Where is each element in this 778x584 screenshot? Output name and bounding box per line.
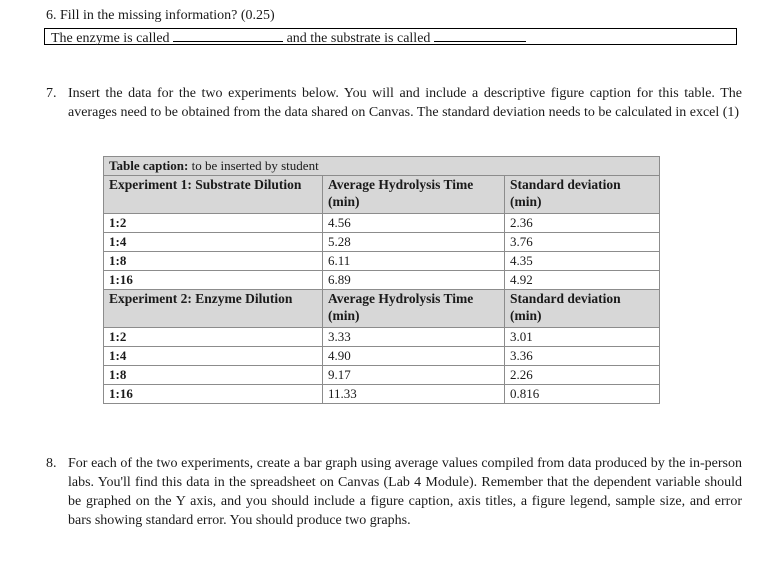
exp2-sd-cell[interactable]: 3.36 <box>505 347 660 366</box>
exp1-header-average: Average Hydrolysis Time (min) <box>323 176 505 214</box>
question-6-title: 6. Fill in the missing information? (0.25) <box>46 8 275 23</box>
exp2-sd-cell[interactable]: 2.26 <box>505 366 660 385</box>
question-6-answer-box <box>44 28 737 45</box>
exp1-sd-cell[interactable]: 4.35 <box>505 252 660 271</box>
caption-label: Table caption: <box>109 158 189 173</box>
exp2-average-cell[interactable]: 4.90 <box>323 347 505 366</box>
exp1-dilution-cell: 1:8 <box>104 252 323 271</box>
exp1-sd-cell[interactable]: 2.36 <box>505 214 660 233</box>
table-row <box>104 252 660 271</box>
table-row <box>104 347 660 366</box>
table-row <box>104 366 660 385</box>
table-caption[interactable] <box>104 157 660 176</box>
enzyme-prompt: The enzyme is called <box>51 31 170 46</box>
exp1-average-cell[interactable]: 6.89 <box>323 271 505 290</box>
substrate-prompt: and the substrate is called <box>286 31 431 46</box>
question-7 <box>46 84 742 122</box>
exp2-header-row <box>104 290 660 328</box>
exp2-header-average: Average Hydrolysis Time (min) <box>323 290 505 328</box>
exp1-average-cell[interactable]: 6.11 <box>323 252 505 271</box>
substrate-blank[interactable] <box>434 29 526 42</box>
table-row <box>104 271 660 290</box>
exp1-average-cell[interactable]: 5.28 <box>323 233 505 252</box>
exp1-header-sd: Standard deviation (min) <box>505 176 660 214</box>
exp1-header-row <box>104 176 660 214</box>
exp1-sd-cell[interactable]: 4.92 <box>505 271 660 290</box>
table-caption-row <box>104 157 660 176</box>
caption-text: to be inserted by student <box>191 158 319 173</box>
table-row <box>104 233 660 252</box>
table-row <box>104 385 660 404</box>
exp1-dilution-cell: 1:2 <box>104 214 323 233</box>
exp2-dilution-cell: 1:8 <box>104 366 323 385</box>
question-8-text: For each of the two experiments, create a bar graph using average values compiled from data produced by the in-person labs. You'll find this data in the spreadsheet on Canvas (Lab 4 Module). Remember that the dependent variable should be graphed on the Y axis, and you should include a figure caption, axis titles, a figure legend, sample size, and error bars showing standard error. You should produce two graphs. <box>68 456 742 528</box>
question-8 <box>46 454 742 530</box>
question-7-text: Insert the data for the two experiments below. You will and include a descriptive figure caption for this table. The averages need to be obtained from the data shared on Canvas. The standard deviation needs to be calculated in excel (1) <box>68 86 742 120</box>
exp2-header-dilution: Experiment 2: Enzyme Dilution <box>104 290 323 328</box>
exp1-average-cell[interactable]: 4.56 <box>323 214 505 233</box>
question-8-number: 8. <box>46 456 57 471</box>
exp1-sd-cell[interactable]: 3.76 <box>505 233 660 252</box>
data-table <box>103 156 660 404</box>
exp2-average-cell[interactable]: 9.17 <box>323 366 505 385</box>
exp2-dilution-cell: 1:16 <box>104 385 323 404</box>
exp2-sd-cell[interactable]: 3.01 <box>505 328 660 347</box>
exp2-average-cell[interactable]: 11.33 <box>323 385 505 404</box>
table-row <box>104 328 660 347</box>
exp2-dilution-cell: 1:2 <box>104 328 323 347</box>
exp2-average-cell[interactable]: 3.33 <box>323 328 505 347</box>
question-7-number: 7. <box>46 86 57 101</box>
exp1-dilution-cell: 1:16 <box>104 271 323 290</box>
table-row <box>104 214 660 233</box>
enzyme-blank[interactable] <box>173 29 283 42</box>
exp1-dilution-cell: 1:4 <box>104 233 323 252</box>
exp2-header-sd: Standard deviation (min) <box>505 290 660 328</box>
exp2-dilution-cell: 1:4 <box>104 347 323 366</box>
exp2-sd-cell[interactable]: 0.816 <box>505 385 660 404</box>
exp1-header-dilution: Experiment 1: Substrate Dilution <box>104 176 323 214</box>
